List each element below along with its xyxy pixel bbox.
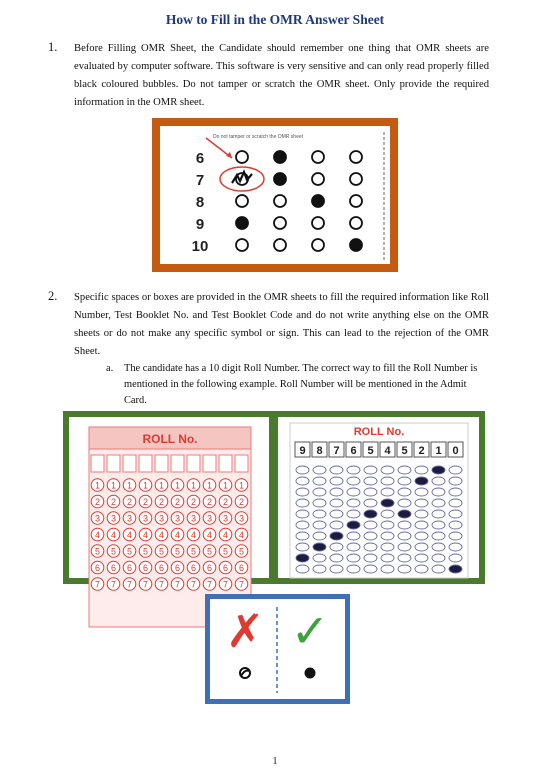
empty-bubble	[296, 510, 309, 518]
digit-label: 4	[174, 530, 181, 540]
empty-bubble	[381, 532, 394, 540]
roll-digit: 8	[316, 445, 323, 457]
empty-bubble	[313, 499, 326, 507]
digit-label: 7	[94, 579, 101, 590]
empty-bubble	[312, 239, 324, 251]
digit-label: 3	[110, 513, 117, 524]
empty-bubble	[364, 521, 377, 529]
digit-label: 3	[142, 513, 149, 524]
right-bubble-icon	[305, 668, 316, 679]
empty-bubble	[313, 565, 326, 573]
page-number: 1	[272, 756, 278, 767]
filled-bubble	[381, 499, 394, 507]
roll-box	[219, 455, 232, 472]
empty-bubble	[432, 510, 445, 518]
empty-bubble	[449, 488, 462, 496]
empty-bubble	[432, 543, 445, 551]
digit-label: 7	[142, 579, 149, 590]
filled-bubble	[432, 466, 445, 474]
left-title: ROLL No.	[142, 432, 198, 446]
filled-bubble	[296, 554, 309, 562]
digit-label: 7	[190, 579, 197, 590]
empty-bubble	[415, 565, 428, 573]
roll-box	[91, 455, 104, 472]
empty-bubble	[381, 466, 394, 474]
empty-bubble	[364, 554, 377, 562]
digit-label: 4	[206, 530, 213, 540]
empty-bubble	[415, 543, 428, 551]
empty-bubble	[415, 499, 428, 507]
row-number: 8	[195, 194, 205, 211]
empty-bubble	[350, 173, 362, 185]
empty-bubble	[432, 488, 445, 496]
filled-bubble	[350, 239, 362, 251]
empty-bubble	[432, 554, 445, 562]
digit-label: 2	[142, 497, 149, 507]
empty-bubble	[364, 499, 377, 507]
empty-bubble	[330, 499, 343, 507]
empty-bubble	[313, 554, 326, 562]
empty-bubble	[449, 477, 462, 485]
digit-label: 5	[174, 546, 181, 557]
roll-grid-blank	[69, 417, 269, 590]
subitem-letter: a.	[106, 363, 114, 374]
digit-label: 7	[174, 579, 181, 590]
empty-bubble	[347, 477, 360, 485]
empty-bubble	[296, 466, 309, 474]
digit-label: 6	[222, 563, 229, 573]
row-number: 6	[195, 150, 205, 167]
empty-bubble	[313, 466, 326, 474]
empty-bubble	[330, 554, 343, 562]
wrong-bubble-scribble	[241, 671, 249, 676]
digit-label: 3	[190, 513, 197, 524]
empty-bubble	[313, 521, 326, 529]
empty-bubble	[296, 477, 309, 485]
empty-bubble	[330, 565, 343, 573]
digit-label: 6	[126, 563, 133, 573]
digit-label: 6	[158, 563, 165, 573]
empty-bubble	[296, 499, 309, 507]
digit-label: 5	[142, 546, 149, 557]
item-1-text: Before Filling OMR Sheet, the Candidate should remember one thing that OMR sheets are evaluated by computer software. This software is very sensitive and can only read properly filled black coloured bubbles. Do not tamper or scratch the OMR sheet. Only provide the required information in the OMR sheet.	[74, 43, 489, 108]
empty-bubble	[449, 532, 462, 540]
digit-label: 5	[158, 546, 165, 557]
empty-bubble	[347, 554, 360, 562]
digit-label: 1	[190, 480, 197, 491]
wrong-bubble-icon	[240, 668, 250, 678]
digit-label: 6	[238, 563, 245, 573]
filled-bubble	[398, 510, 411, 518]
empty-bubble	[312, 173, 324, 185]
digit-label: 4	[110, 530, 117, 540]
digit-label: 3	[206, 513, 213, 524]
empty-bubble	[347, 565, 360, 573]
empty-bubble	[449, 510, 462, 518]
roll-box	[171, 455, 184, 472]
roll-digit: 7	[333, 445, 340, 457]
empty-bubble	[330, 510, 343, 518]
empty-bubble	[330, 477, 343, 485]
roll-grid-filled	[278, 417, 479, 578]
empty-bubble	[432, 499, 445, 507]
digit-label: 1	[142, 480, 149, 491]
digit-label: 3	[94, 513, 101, 524]
digit-label: 5	[238, 546, 245, 557]
digit-label: 4	[222, 530, 229, 540]
digit-label: 5	[94, 546, 101, 557]
page-title: How to Fill in the OMR Answer Sheet	[165, 12, 385, 27]
figure-note: Do not tamper or scratch the OMR sheet	[213, 134, 304, 140]
empty-bubble	[330, 521, 343, 529]
roll-digit: 0	[452, 445, 459, 457]
empty-bubble	[330, 466, 343, 474]
figure-wrong-right	[205, 594, 350, 704]
empty-bubble	[347, 543, 360, 551]
digit-label: 4	[238, 530, 245, 540]
item-1-number: 1.	[48, 40, 58, 54]
empty-bubble	[398, 499, 411, 507]
empty-bubble	[347, 499, 360, 507]
digit-label: 7	[110, 579, 117, 590]
roll-digit: 2	[418, 445, 425, 457]
digit-label: 4	[158, 530, 165, 540]
empty-bubble	[364, 543, 377, 551]
wrong-mark-icon: ✗	[225, 605, 265, 657]
right-mark-icon: ✓	[290, 605, 330, 657]
digit-label: 7	[222, 579, 229, 590]
digit-label: 1	[174, 480, 181, 491]
empty-bubble	[296, 532, 309, 540]
empty-bubble	[274, 195, 286, 207]
empty-bubble	[432, 521, 445, 529]
digit-label: 5	[206, 546, 213, 557]
empty-bubble	[415, 532, 428, 540]
roll-box	[187, 455, 200, 472]
roll-box	[155, 455, 168, 472]
empty-bubble	[432, 565, 445, 573]
empty-bubble	[381, 554, 394, 562]
empty-bubble	[398, 477, 411, 485]
empty-bubble	[398, 565, 411, 573]
empty-bubble	[347, 466, 360, 474]
digit-label: 3	[126, 513, 133, 524]
empty-bubble	[347, 532, 360, 540]
empty-bubble	[296, 565, 309, 573]
roll-digit: 5	[401, 445, 408, 457]
empty-bubble	[398, 488, 411, 496]
filled-bubble	[415, 477, 428, 485]
roll-box	[203, 455, 216, 472]
filled-bubble	[312, 195, 324, 207]
empty-bubble	[415, 521, 428, 529]
filled-bubble	[236, 217, 248, 229]
roll-box	[235, 455, 248, 472]
empty-bubble	[364, 488, 377, 496]
digit-label: 4	[190, 530, 197, 540]
empty-bubble	[449, 543, 462, 551]
roll-digit: 5	[367, 445, 374, 457]
omr-rows-illustration	[160, 126, 390, 264]
digit-label: 1	[222, 480, 229, 491]
digit-label: 2	[238, 497, 245, 507]
empty-bubble	[415, 488, 428, 496]
filled-bubble	[274, 173, 286, 185]
empty-bubble	[350, 217, 362, 229]
digit-label: 1	[238, 480, 245, 491]
empty-bubble	[381, 488, 394, 496]
roll-digit: 1	[435, 445, 442, 457]
empty-bubble	[296, 488, 309, 496]
empty-bubble	[398, 532, 411, 540]
filled-bubble	[364, 510, 377, 518]
digit-label: 6	[206, 563, 213, 573]
empty-bubble	[313, 488, 326, 496]
empty-bubble	[398, 521, 411, 529]
empty-bubble	[274, 217, 286, 229]
empty-bubble	[449, 466, 462, 474]
empty-bubble	[312, 217, 324, 229]
subitem-text: The candidate has a 10 digit Roll Number. The correct way to fill the Roll Number is mentioned in the following example. Roll Number will be mentioned in the Admit Card.	[124, 363, 478, 406]
digit-label: 1	[126, 480, 133, 491]
empty-bubble	[381, 543, 394, 551]
digit-label: 6	[94, 563, 101, 573]
digit-label: 3	[158, 513, 165, 524]
empty-bubble	[449, 499, 462, 507]
empty-bubble	[296, 521, 309, 529]
digit-label: 6	[174, 563, 181, 573]
digit-label: 4	[142, 530, 149, 540]
empty-bubble	[381, 477, 394, 485]
empty-bubble	[364, 477, 377, 485]
digit-label: 5	[190, 546, 197, 557]
empty-bubble	[313, 532, 326, 540]
figure-scratch-example	[152, 118, 398, 272]
digit-label: 1	[206, 480, 213, 491]
filled-bubble	[274, 151, 286, 163]
filled-bubble	[330, 532, 343, 540]
digit-label: 2	[126, 497, 133, 507]
empty-bubble	[330, 543, 343, 551]
figure-roll-number	[63, 411, 485, 590]
empty-bubble	[296, 543, 309, 551]
roll-digit: 4	[384, 445, 391, 457]
item-2-number: 2.	[48, 289, 58, 303]
filled-bubble	[449, 565, 462, 573]
digit-label: 2	[206, 497, 213, 507]
roll-box	[123, 455, 136, 472]
digit-label: 7	[126, 579, 133, 590]
digit-label: 4	[94, 530, 101, 540]
empty-bubble	[364, 466, 377, 474]
digit-label: 2	[110, 497, 117, 507]
digit-label: 7	[158, 579, 165, 590]
empty-bubble	[350, 151, 362, 163]
digit-label: 6	[110, 563, 117, 573]
empty-bubble	[398, 543, 411, 551]
empty-bubble	[236, 195, 248, 207]
item-2-text: Specific spaces or boxes are provided in the OMR sheets to fill the required information like Roll Number, Test Booklet No. and Test Booklet Code and do not write anything else on the OMR sheets or do not make any specific symbol or sign. This can lead to the rejection of the OMR Sheet.	[74, 292, 489, 357]
empty-bubble	[381, 565, 394, 573]
row-number: 10	[191, 238, 209, 255]
empty-bubble	[449, 554, 462, 562]
empty-bubble	[398, 554, 411, 562]
digit-label: 2	[158, 497, 165, 507]
right-title: ROLL No.	[353, 426, 405, 438]
empty-bubble	[364, 565, 377, 573]
empty-bubble	[415, 466, 428, 474]
empty-bubble	[350, 195, 362, 207]
digit-label: 2	[174, 497, 181, 507]
digit-label: 4	[126, 530, 133, 540]
digit-label: 1	[110, 480, 117, 491]
empty-bubble	[398, 466, 411, 474]
roll-digit: 9	[299, 445, 306, 457]
empty-bubble	[432, 477, 445, 485]
digit-label: 2	[190, 497, 197, 507]
empty-bubble	[330, 488, 343, 496]
digit-label: 7	[238, 579, 245, 590]
filled-bubble	[313, 543, 326, 551]
digit-label: 2	[222, 497, 229, 507]
digit-label: 2	[94, 497, 101, 507]
empty-bubble	[313, 510, 326, 518]
empty-bubble	[313, 477, 326, 485]
digit-label: 5	[126, 546, 133, 557]
row-number: 7	[195, 172, 205, 189]
empty-bubble	[381, 510, 394, 518]
empty-bubble	[415, 554, 428, 562]
empty-bubble	[236, 151, 248, 163]
empty-bubble	[312, 151, 324, 163]
digit-label: 6	[142, 563, 149, 573]
empty-bubble	[381, 521, 394, 529]
digit-label: 5	[110, 546, 117, 557]
digit-label: 1	[158, 480, 165, 491]
empty-bubble	[364, 532, 377, 540]
empty-bubble	[274, 239, 286, 251]
empty-bubble	[432, 532, 445, 540]
digit-label: 5	[222, 546, 229, 557]
roll-digit: 6	[350, 445, 357, 457]
digit-label: 3	[238, 513, 245, 524]
filled-bubble	[347, 521, 360, 529]
digit-label: 7	[206, 579, 213, 590]
roll-box	[107, 455, 120, 472]
digit-label: 3	[222, 513, 229, 524]
empty-bubble	[347, 488, 360, 496]
digit-label: 1	[94, 480, 101, 491]
empty-bubble	[449, 521, 462, 529]
digit-label: 6	[190, 563, 197, 573]
row-number: 9	[195, 216, 205, 233]
digit-label: 3	[174, 513, 181, 524]
empty-bubble	[347, 510, 360, 518]
roll-box	[139, 455, 152, 472]
empty-bubble	[236, 239, 248, 251]
empty-bubble	[415, 510, 428, 518]
